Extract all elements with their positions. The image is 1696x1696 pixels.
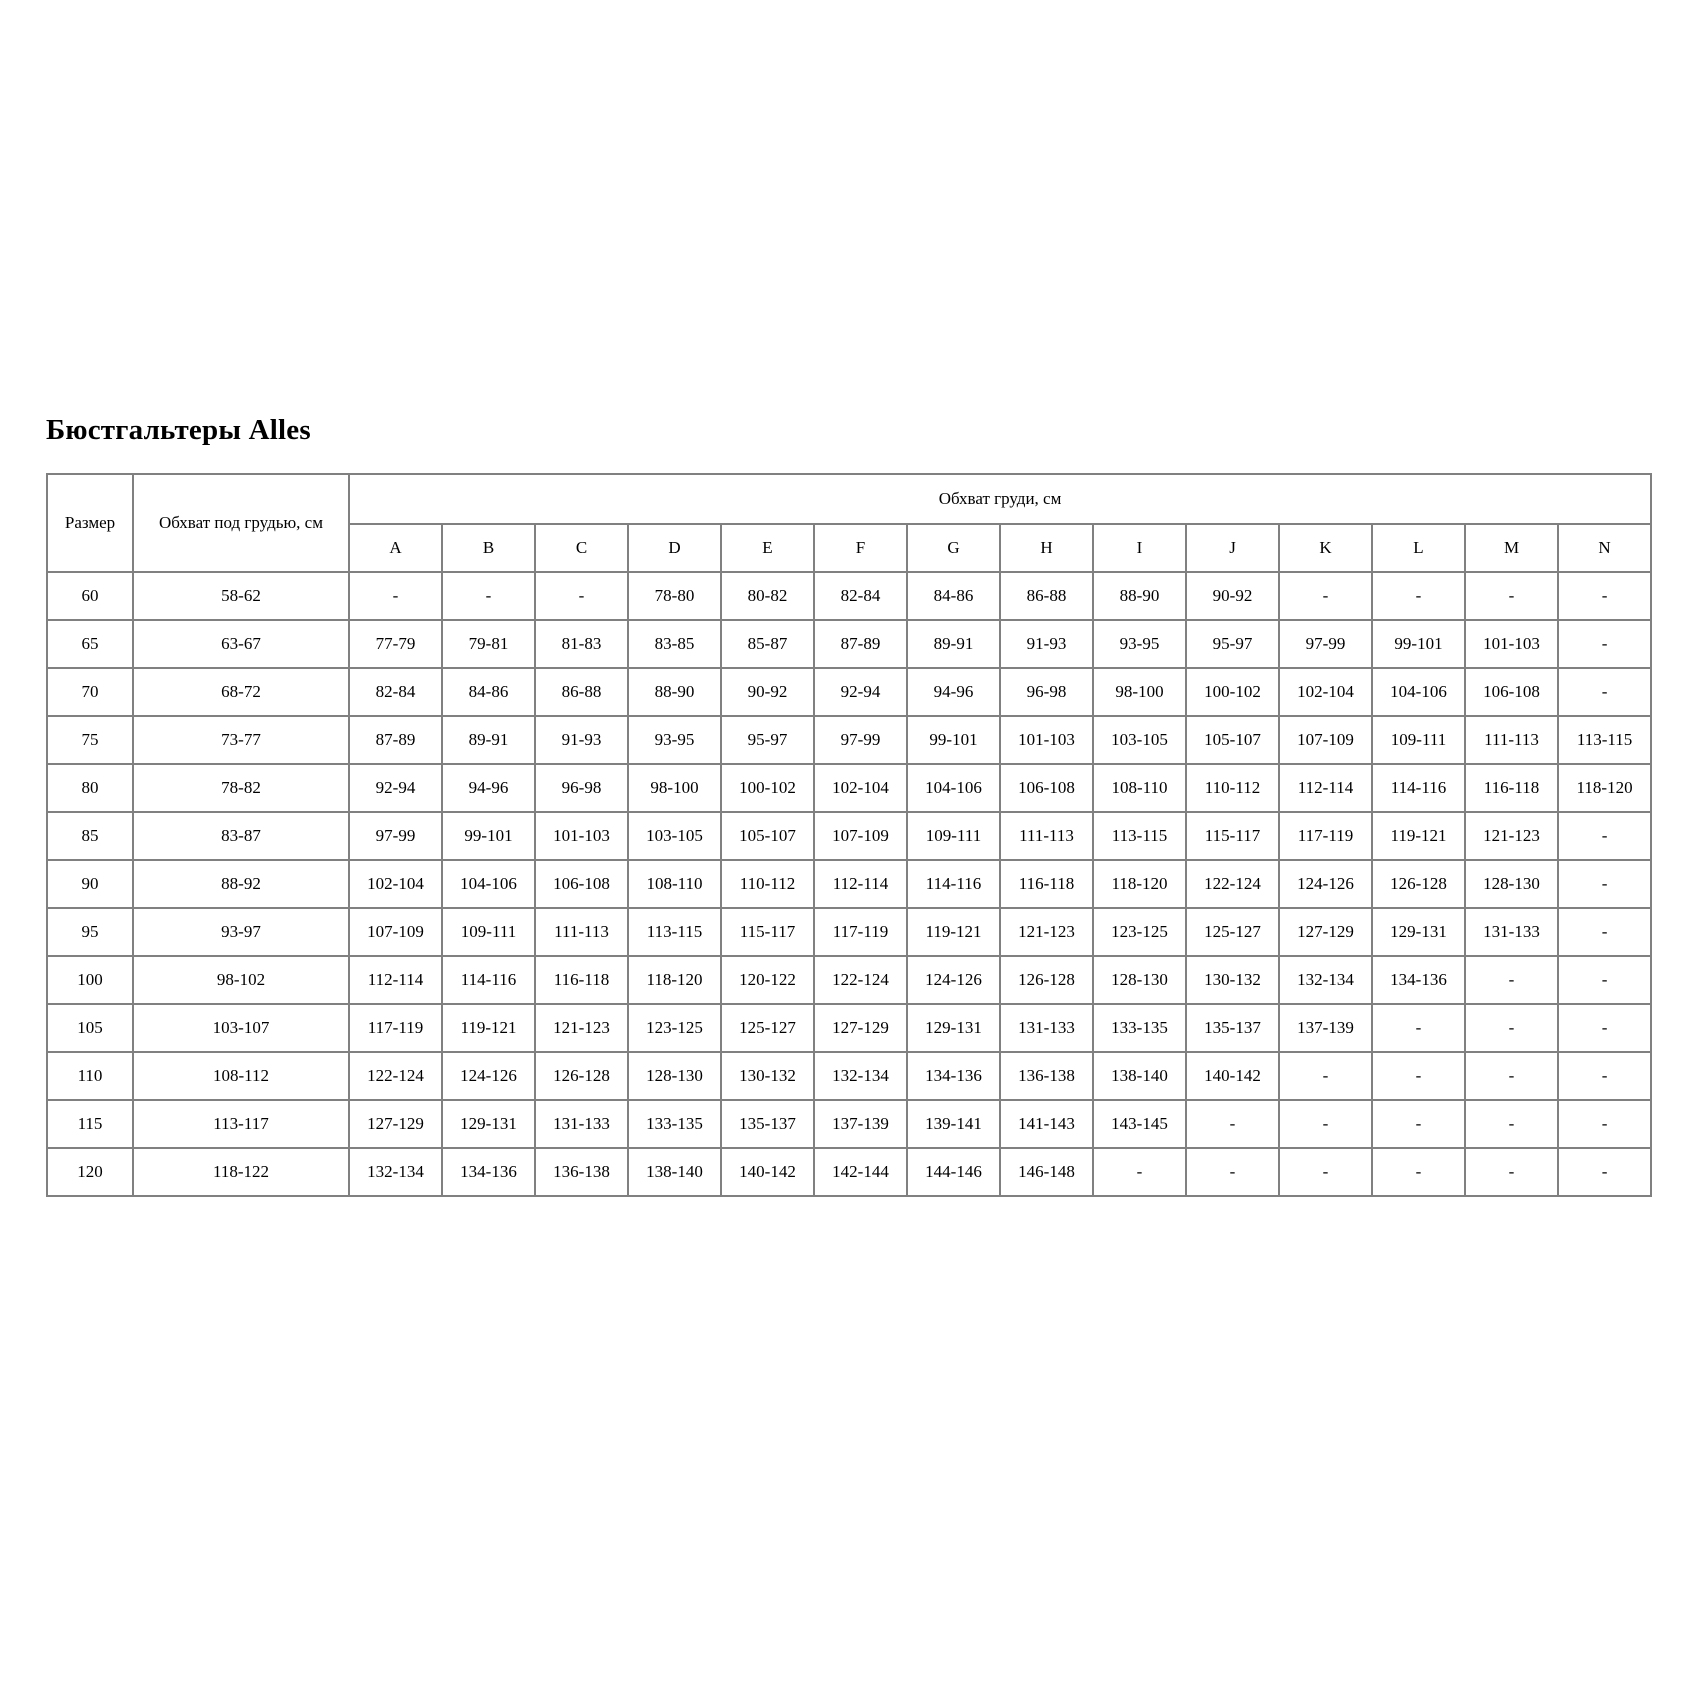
cup-value-cell: 107-109 [814, 812, 907, 860]
cup-value-cell: 134-136 [442, 1148, 535, 1196]
table-row [47, 1148, 1651, 1196]
cup-value-cell: - [1558, 1004, 1651, 1052]
cup-value-cell: 93-95 [1093, 620, 1186, 668]
table-row [47, 668, 1651, 716]
underbust-cell: 83-87 [133, 812, 349, 860]
cup-value-cell: 139-141 [907, 1100, 1000, 1148]
cup-value-cell: 122-124 [814, 956, 907, 1004]
cup-value-cell: 122-124 [1186, 860, 1279, 908]
cup-value-cell: - [1465, 1004, 1558, 1052]
cup-value-cell: 119-121 [1372, 812, 1465, 860]
cup-value-cell: 125-127 [1186, 908, 1279, 956]
table-row [47, 1100, 1651, 1148]
table-row [47, 1004, 1651, 1052]
size-cell: 65 [47, 620, 133, 668]
cup-value-cell: - [1558, 1052, 1651, 1100]
cup-value-cell: 112-114 [1279, 764, 1372, 812]
cup-value-cell: 136-138 [1000, 1052, 1093, 1100]
cup-value-cell: 109-111 [442, 908, 535, 956]
cup-value-cell: 121-123 [1000, 908, 1093, 956]
cup-value-cell: 89-91 [907, 620, 1000, 668]
cup-value-cell: 133-135 [628, 1100, 721, 1148]
cup-value-cell: 102-104 [1279, 668, 1372, 716]
size-cell: 60 [47, 572, 133, 620]
cup-value-cell: 111-113 [1000, 812, 1093, 860]
cup-column-header: F [814, 524, 907, 572]
cup-value-cell: 80-82 [721, 572, 814, 620]
cup-value-cell: 98-100 [1093, 668, 1186, 716]
cup-value-cell: 126-128 [535, 1052, 628, 1100]
cup-value-cell: 125-127 [721, 1004, 814, 1052]
cup-value-cell: 118-120 [1558, 764, 1651, 812]
cup-value-cell: - [1558, 1148, 1651, 1196]
cup-value-cell: 136-138 [535, 1148, 628, 1196]
cup-value-cell: - [1558, 572, 1651, 620]
cup-value-cell: 107-109 [1279, 716, 1372, 764]
cup-column-header: I [1093, 524, 1186, 572]
cup-value-cell: 135-137 [721, 1100, 814, 1148]
cup-value-cell: 129-131 [442, 1100, 535, 1148]
table-row [47, 572, 1651, 620]
cup-value-cell: - [1372, 1148, 1465, 1196]
cup-value-cell: 104-106 [907, 764, 1000, 812]
cup-value-cell: 88-90 [1093, 572, 1186, 620]
cup-value-cell: - [1279, 1100, 1372, 1148]
cup-value-cell: 101-103 [1000, 716, 1093, 764]
cup-value-cell: 138-140 [1093, 1052, 1186, 1100]
cup-value-cell: - [1279, 572, 1372, 620]
cup-value-cell: 99-101 [1372, 620, 1465, 668]
cup-value-cell: - [349, 572, 442, 620]
cup-value-cell: 118-120 [628, 956, 721, 1004]
size-cell: 105 [47, 1004, 133, 1052]
cup-value-cell: 127-129 [814, 1004, 907, 1052]
cup-value-cell: 130-132 [1186, 956, 1279, 1004]
cup-value-cell: 123-125 [1093, 908, 1186, 956]
cup-value-cell: 95-97 [721, 716, 814, 764]
cup-value-cell: 116-118 [1000, 860, 1093, 908]
cup-value-cell: 100-102 [721, 764, 814, 812]
cup-value-cell: 126-128 [1372, 860, 1465, 908]
cup-value-cell: 92-94 [349, 764, 442, 812]
cup-value-cell: - [1372, 1004, 1465, 1052]
cup-value-cell: 87-89 [349, 716, 442, 764]
underbust-cell: 103-107 [133, 1004, 349, 1052]
cup-value-cell: 114-116 [907, 860, 1000, 908]
cup-value-cell: 146-148 [1000, 1148, 1093, 1196]
cup-value-cell: 137-139 [1279, 1004, 1372, 1052]
cup-value-cell: - [1465, 572, 1558, 620]
cup-value-cell: 111-113 [1465, 716, 1558, 764]
cup-column-header: K [1279, 524, 1372, 572]
cup-value-cell: 105-107 [1186, 716, 1279, 764]
table-row [47, 764, 1651, 812]
cup-value-cell: 86-88 [535, 668, 628, 716]
cup-column-header: H [1000, 524, 1093, 572]
cup-value-cell: - [1558, 860, 1651, 908]
cup-value-cell: 131-133 [535, 1100, 628, 1148]
cup-value-cell: 90-92 [1186, 572, 1279, 620]
cup-value-cell: 110-112 [1186, 764, 1279, 812]
cup-value-cell: 124-126 [442, 1052, 535, 1100]
cup-column-header: C [535, 524, 628, 572]
size-cell: 110 [47, 1052, 133, 1100]
cup-value-cell: 84-86 [907, 572, 1000, 620]
cup-column-header: D [628, 524, 721, 572]
cup-value-cell: 132-134 [814, 1052, 907, 1100]
cup-value-cell: 127-129 [1279, 908, 1372, 956]
cup-value-cell: 129-131 [1372, 908, 1465, 956]
cup-value-cell: 101-103 [1465, 620, 1558, 668]
cup-value-cell: 117-119 [1279, 812, 1372, 860]
table-row [47, 956, 1651, 1004]
cup-value-cell: 126-128 [1000, 956, 1093, 1004]
cup-value-cell: - [1465, 956, 1558, 1004]
underbust-cell: 78-82 [133, 764, 349, 812]
underbust-column-header: Обхват под грудью, см [133, 474, 349, 572]
cup-column-header: E [721, 524, 814, 572]
cup-value-cell: - [535, 572, 628, 620]
size-chart-table [46, 473, 1652, 1197]
underbust-cell: 93-97 [133, 908, 349, 956]
underbust-cell: 113-117 [133, 1100, 349, 1148]
cup-value-cell: 103-105 [628, 812, 721, 860]
cup-value-cell: 137-139 [814, 1100, 907, 1148]
cup-value-cell: 96-98 [1000, 668, 1093, 716]
size-cell: 115 [47, 1100, 133, 1148]
underbust-cell: 108-112 [133, 1052, 349, 1100]
cup-value-cell: 138-140 [628, 1148, 721, 1196]
cup-value-cell: - [1558, 1100, 1651, 1148]
cup-value-cell: 106-108 [1000, 764, 1093, 812]
table-row [47, 812, 1651, 860]
size-cell: 120 [47, 1148, 133, 1196]
cup-value-cell: - [1372, 572, 1465, 620]
cup-value-cell: 82-84 [814, 572, 907, 620]
cup-value-cell: 141-143 [1000, 1100, 1093, 1148]
cup-value-cell: 111-113 [535, 908, 628, 956]
underbust-cell: 118-122 [133, 1148, 349, 1196]
cup-value-cell: 106-108 [1465, 668, 1558, 716]
cup-value-cell: - [1558, 668, 1651, 716]
cup-value-cell: 113-115 [1558, 716, 1651, 764]
cup-value-cell: 115-117 [1186, 812, 1279, 860]
cup-value-cell: - [1558, 620, 1651, 668]
cup-value-cell: 134-136 [1372, 956, 1465, 1004]
cup-value-cell: 123-125 [628, 1004, 721, 1052]
cup-value-cell: 88-90 [628, 668, 721, 716]
cup-value-cell: 113-115 [1093, 812, 1186, 860]
underbust-cell: 73-77 [133, 716, 349, 764]
cup-value-cell: 116-118 [1465, 764, 1558, 812]
cup-value-cell: 81-83 [535, 620, 628, 668]
cup-column-header: M [1465, 524, 1558, 572]
page-title: Бюстгальтеры Alles [46, 414, 311, 446]
cup-value-cell: 101-103 [535, 812, 628, 860]
cup-value-cell: 143-145 [1093, 1100, 1186, 1148]
cup-value-cell: - [1465, 1100, 1558, 1148]
cup-value-cell: 103-105 [1093, 716, 1186, 764]
cup-value-cell: 95-97 [1186, 620, 1279, 668]
cup-value-cell: 92-94 [814, 668, 907, 716]
underbust-cell: 68-72 [133, 668, 349, 716]
cup-value-cell: - [442, 572, 535, 620]
cup-value-cell: 100-102 [1186, 668, 1279, 716]
cup-value-cell: 117-119 [814, 908, 907, 956]
cup-value-cell: 118-120 [1093, 860, 1186, 908]
cup-value-cell: 121-123 [535, 1004, 628, 1052]
cup-value-cell: 112-114 [814, 860, 907, 908]
size-column-header: Размер [47, 474, 133, 572]
cup-value-cell: 82-84 [349, 668, 442, 716]
cup-value-cell: 108-110 [1093, 764, 1186, 812]
cup-value-cell: 90-92 [721, 668, 814, 716]
cup-value-cell: - [1465, 1148, 1558, 1196]
cup-value-cell: 127-129 [349, 1100, 442, 1148]
cup-value-cell: 105-107 [721, 812, 814, 860]
cup-value-cell: 134-136 [907, 1052, 1000, 1100]
cup-value-cell: 99-101 [442, 812, 535, 860]
cup-value-cell: 115-117 [721, 908, 814, 956]
cup-value-cell: 106-108 [535, 860, 628, 908]
table-row [47, 1052, 1651, 1100]
underbust-cell: 88-92 [133, 860, 349, 908]
size-cell: 100 [47, 956, 133, 1004]
size-cell: 90 [47, 860, 133, 908]
cup-column-header: A [349, 524, 442, 572]
underbust-cell: 98-102 [133, 956, 349, 1004]
cup-value-cell: 86-88 [1000, 572, 1093, 620]
cup-value-cell: 109-111 [1372, 716, 1465, 764]
cup-value-cell: 142-144 [814, 1148, 907, 1196]
size-cell: 80 [47, 764, 133, 812]
cup-value-cell: 120-122 [721, 956, 814, 1004]
cup-value-cell: 128-130 [1465, 860, 1558, 908]
cup-value-cell: 104-106 [442, 860, 535, 908]
cup-value-cell: 112-114 [349, 956, 442, 1004]
cup-column-header: N [1558, 524, 1651, 572]
cup-value-cell: 94-96 [907, 668, 1000, 716]
cup-value-cell: 77-79 [349, 620, 442, 668]
cup-value-cell: 128-130 [1093, 956, 1186, 1004]
cup-value-cell: - [1186, 1100, 1279, 1148]
cup-value-cell: 94-96 [442, 764, 535, 812]
cup-value-cell: 124-126 [907, 956, 1000, 1004]
cup-value-cell: - [1372, 1052, 1465, 1100]
cup-value-cell: 97-99 [349, 812, 442, 860]
cup-value-cell: 102-104 [349, 860, 442, 908]
cup-value-cell: - [1279, 1148, 1372, 1196]
cup-value-cell: 119-121 [442, 1004, 535, 1052]
cup-value-cell: 114-116 [1372, 764, 1465, 812]
size-cell: 70 [47, 668, 133, 716]
cup-value-cell: 98-100 [628, 764, 721, 812]
cup-value-cell: 129-131 [907, 1004, 1000, 1052]
size-cell: 95 [47, 908, 133, 956]
cup-value-cell: 89-91 [442, 716, 535, 764]
table-row [47, 860, 1651, 908]
cup-value-cell: - [1372, 1100, 1465, 1148]
cup-value-cell: 96-98 [535, 764, 628, 812]
cup-column-header: J [1186, 524, 1279, 572]
underbust-cell: 58-62 [133, 572, 349, 620]
cup-value-cell: 132-134 [1279, 956, 1372, 1004]
cup-value-cell: 85-87 [721, 620, 814, 668]
cup-value-cell: 93-95 [628, 716, 721, 764]
cup-column-header: L [1372, 524, 1465, 572]
cup-value-cell: 78-80 [628, 572, 721, 620]
cup-column-header: B [442, 524, 535, 572]
cup-value-cell: 97-99 [814, 716, 907, 764]
cup-value-cell: 131-133 [1000, 1004, 1093, 1052]
cup-value-cell: 110-112 [721, 860, 814, 908]
cup-value-cell: 116-118 [535, 956, 628, 1004]
cup-value-cell: 99-101 [907, 716, 1000, 764]
cup-value-cell: - [1465, 1052, 1558, 1100]
bust-span-header: Обхват груди, см [349, 474, 1651, 524]
cup-value-cell: 124-126 [1279, 860, 1372, 908]
cup-value-cell: 135-137 [1186, 1004, 1279, 1052]
cup-value-cell: 104-106 [1372, 668, 1465, 716]
underbust-cell: 63-67 [133, 620, 349, 668]
cup-value-cell: 140-142 [721, 1148, 814, 1196]
content-area [46, 414, 1652, 1197]
cup-value-cell: 102-104 [814, 764, 907, 812]
cup-value-cell: 131-133 [1465, 908, 1558, 956]
cup-value-cell: - [1558, 812, 1651, 860]
cup-value-cell: 91-93 [535, 716, 628, 764]
cup-value-cell: - [1558, 908, 1651, 956]
cup-value-cell: 109-111 [907, 812, 1000, 860]
table-row [47, 908, 1651, 956]
cup-value-cell: 132-134 [349, 1148, 442, 1196]
cup-value-cell: - [1093, 1148, 1186, 1196]
cup-value-cell: 128-130 [628, 1052, 721, 1100]
cup-value-cell: 91-93 [1000, 620, 1093, 668]
cup-value-cell: 144-146 [907, 1148, 1000, 1196]
size-cell: 75 [47, 716, 133, 764]
cup-value-cell: 130-132 [721, 1052, 814, 1100]
cup-value-cell: 83-85 [628, 620, 721, 668]
cup-value-cell: 113-115 [628, 908, 721, 956]
cup-value-cell: 122-124 [349, 1052, 442, 1100]
cup-value-cell: - [1279, 1052, 1372, 1100]
cup-value-cell: - [1186, 1148, 1279, 1196]
cup-value-cell: - [1558, 956, 1651, 1004]
table-row [47, 620, 1651, 668]
cup-value-cell: 107-109 [349, 908, 442, 956]
size-cell: 85 [47, 812, 133, 860]
header-row-top [47, 474, 1651, 524]
cup-value-cell: 84-86 [442, 668, 535, 716]
table-row [47, 716, 1651, 764]
cup-value-cell: 97-99 [1279, 620, 1372, 668]
cup-value-cell: 119-121 [907, 908, 1000, 956]
cup-column-header: G [907, 524, 1000, 572]
cup-value-cell: 79-81 [442, 620, 535, 668]
cup-value-cell: 114-116 [442, 956, 535, 1004]
cup-value-cell: 87-89 [814, 620, 907, 668]
cup-value-cell: 121-123 [1465, 812, 1558, 860]
cup-value-cell: 117-119 [349, 1004, 442, 1052]
cup-value-cell: 108-110 [628, 860, 721, 908]
cup-value-cell: 140-142 [1186, 1052, 1279, 1100]
cup-value-cell: 133-135 [1093, 1004, 1186, 1052]
